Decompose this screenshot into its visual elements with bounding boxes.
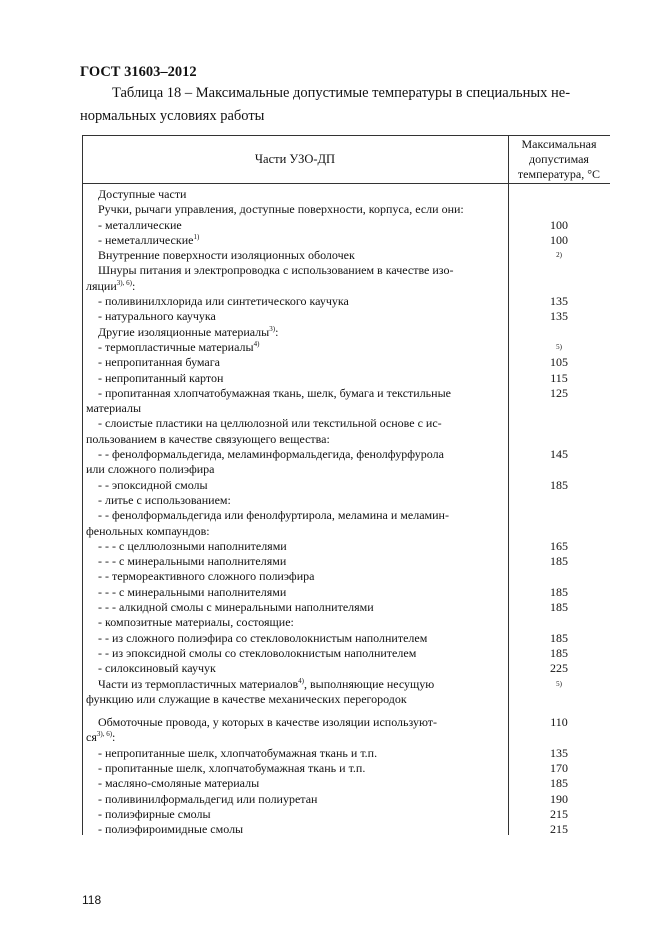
description-line: - - - с минеральными наполнителями [98,554,287,569]
row-description [82,776,508,791]
description-line: - слоистые пластики на целлюлозной или текстильной основе с ис- [98,416,442,431]
temperature-value: 115 [550,370,568,385]
footnote-ref: 1) [193,232,200,241]
table-row [82,792,610,807]
header-temperature-line: допустимая [529,152,589,166]
temperature-value: 135 [550,309,568,324]
description-line: материалы [86,401,142,416]
description-line: - - фенолформальдегида, меламинформальдегида, фенолфурфурола [98,447,444,462]
table-row [82,187,610,202]
footnote-ref: 4) [298,676,304,685]
temperature-table [82,135,610,835]
document-code: ГОСТ 31603–2012 [80,64,197,80]
row-description [82,187,508,202]
row-description [82,569,508,584]
row-description [82,325,508,340]
row-temperature [508,263,610,294]
description-line: Шнуры питания и электропроводка с использованием в качестве изо- [98,263,454,278]
temperature-value: 105 [550,355,568,370]
table-row [82,539,610,554]
row-temperature [508,661,610,676]
row-description [82,248,508,263]
table-row [82,677,610,708]
description-line: - пропитанные шелк, хлопчатобумажная ткань и т.п. [98,760,366,775]
header-temperature-line: температура, °С [517,167,601,181]
table-row [82,585,610,600]
description-line: Доступные части [98,187,187,201]
header-parts-cell [82,135,508,183]
temperature-value: 185 [550,600,568,615]
row-temperature [508,202,610,217]
temperature-value: 170 [550,760,568,775]
description-line: - - - с минеральными наполнителями [98,584,287,599]
row-description [82,355,508,370]
footnote-note: 5) [556,679,562,688]
table-row [82,646,610,661]
footnote-ref: 3), 6) [96,730,113,739]
row-temperature [508,493,610,508]
row-temperature [508,355,610,370]
row-temperature [508,569,610,584]
table-row [82,263,610,294]
table-row [82,371,610,386]
row-temperature [508,600,610,615]
row-temperature [508,585,610,600]
description-line: - натурального каучука [98,309,216,324]
row-temperature [508,746,610,761]
row-description [82,585,508,600]
description-line: - поливинилхлорида или синтетического каучука [98,294,349,309]
temperature-value: 215 [550,822,568,837]
row-description [82,539,508,554]
row-description [82,600,508,615]
row-temperature [508,447,610,478]
row-description [82,294,508,309]
description-tail: , выполняющие несущую [303,676,435,691]
row-description [82,615,508,630]
description-line: или сложного полиэфира [86,462,215,477]
description-line: пользованием в качестве связующего вещества: [86,431,330,446]
description-line: - - эпоксидной смолы [98,477,208,492]
description-line: - - термореактивного сложного полиэфира [98,569,315,584]
description-line: - поливинилформальдегид или полиуретан [98,791,318,806]
row-temperature [508,776,610,791]
row-description [82,746,508,761]
temperature-value: 215 [550,806,568,821]
table-row [82,554,610,569]
row-description [82,416,508,447]
description-line-wrap [86,340,506,355]
header-temperature-cell [508,137,610,183]
description-line: - полиэфироимидные смолы [98,822,244,837]
description-line: - - - с целлюлозными наполнителями [98,538,287,553]
table-row [82,478,610,493]
row-temperature [508,187,610,202]
row-temperature [508,218,610,233]
header-temperature-line: Максимальная [521,137,597,151]
footnote-ref: 3), 6) [116,278,132,287]
table-row [82,309,610,324]
table-row [82,600,610,615]
table-caption-line1: Таблица 18 – Максимальные допустимые температуры в специальных не- [112,85,571,101]
table-row [82,355,610,370]
table-row [82,615,610,630]
temperature-value: 185 [550,584,568,599]
temperature-value: 185 [550,776,568,791]
table-row [82,761,610,776]
description-line: - непропитанная бумага [98,355,220,370]
temperature-value: 135 [550,745,568,760]
description-tail: : [131,278,136,293]
table-row [82,233,610,248]
row-description [82,661,508,676]
row-description [82,371,508,386]
temperature-value: 225 [550,661,568,676]
table-row [82,508,610,539]
table-row [82,386,610,417]
table-row [82,715,610,746]
description-line: - - фенолформальдегида или фенолфуртирола, меламина и меламин- [98,508,449,523]
temperature-value: 100 [550,217,568,232]
description-text: ляции [86,278,117,293]
row-description [82,631,508,646]
row-description [82,218,508,233]
description-text: Части из термопластичных материалов [98,676,299,691]
temperature-value: 165 [550,538,568,553]
page-number: 118 [82,893,102,907]
row-temperature [508,325,610,340]
row-description [82,508,508,539]
row-description [82,263,508,294]
description-line: - силоксиновый каучук [98,661,216,676]
row-temperature [508,233,610,248]
description-line: - композитные материалы, состоящие: [98,615,294,630]
table-row [82,202,610,217]
table-body [82,187,610,837]
description-line: - пропитанная хлопчатобумажная ткань, шелк, бумага и текстильные [98,385,451,400]
table-row [82,447,610,478]
row-temperature [508,539,610,554]
description-line-wrap [86,233,506,248]
table-row [82,325,610,340]
row-temperature [508,340,610,355]
table-row [82,822,610,837]
description-line-wrap [86,325,506,340]
row-description [82,715,508,746]
description-line: Внутренние поверхности изоляционных оболочек [98,248,355,263]
row-temperature [508,478,610,493]
row-temperature [508,792,610,807]
row-description [82,792,508,807]
row-temperature [508,631,610,646]
footnote-ref: 4) [253,339,260,348]
description-text: Другие изоляционные материалы [98,324,270,339]
description-line: - - из эпоксидной смолы со стекловолокнистым наполнителем [98,645,417,660]
temperature-value: 125 [550,385,568,400]
temperature-value: 100 [550,232,568,247]
description-text: - неметаллические [98,232,194,247]
table-row [82,416,610,447]
table-row [82,493,610,508]
row-description [82,761,508,776]
description-line: Обмоточные провода, у которых в качестве изоляции используют- [98,715,438,730]
row-description [82,233,508,248]
description-text: ся [86,730,97,745]
table-row [82,248,610,263]
table-row [82,807,610,822]
description-line-wrap [86,730,506,745]
description-line: - металлические [98,217,182,232]
description-line: - литье с использованием: [98,492,231,507]
temperature-value: 185 [550,630,568,645]
temperature-value: 190 [550,791,568,806]
footnote-ref: 3) [269,324,276,333]
description-line: - - из сложного полиэфира со стекловолокнистым наполнителем [98,630,428,645]
row-temperature [508,822,610,837]
description-line: - полиэфирные смолы [98,806,211,821]
description-line-wrap [86,279,506,294]
description-line: Ручки, рычаги управления, доступные поверхности, корпуса, если они: [98,202,464,217]
row-description [82,822,508,837]
description-line: - - - алкидной смолы с минеральными наполнителями [98,600,374,615]
row-temperature [508,386,610,417]
description-text: - термопластичные материалы [98,339,254,354]
row-temperature [508,554,610,569]
description-line: фенольных компаундов: [86,523,210,538]
temperature-value: 135 [550,294,568,309]
footnote-note: 2) [556,251,562,260]
description-line-wrap [86,677,506,692]
table-row [82,746,610,761]
row-description [82,202,508,217]
row-description [82,309,508,324]
table-row [82,294,610,309]
row-description [82,340,508,355]
row-description [82,478,508,493]
temperature-value: 185 [550,477,568,492]
temperature-value: 185 [550,554,568,569]
row-temperature [508,294,610,309]
header-parts-label: Части УЗО-ДП [254,151,336,166]
row-description [82,646,508,661]
row-temperature [508,371,610,386]
table-caption-line2: нормальных условиях работы [80,108,265,124]
row-description [82,447,508,478]
row-temperature [508,248,610,263]
row-temperature [508,807,610,822]
row-temperature [508,715,610,746]
description-tail: : [112,730,116,745]
row-description [82,677,508,708]
description-line: - непропитанный картон [98,370,224,385]
row-temperature [508,677,610,708]
table-row [82,218,610,233]
row-description [82,807,508,822]
footnote-note: 5) [556,342,562,351]
description-line: функцию или служащие в качестве механических перегородок [86,691,407,706]
temperature-value: 185 [550,645,568,660]
table-row [82,569,610,584]
table-row [82,661,610,676]
table-row [82,631,610,646]
table-row [82,340,610,355]
row-temperature [508,646,610,661]
row-temperature [508,309,610,324]
temperature-value: 145 [550,447,568,462]
description-line: - непропитанные шелк, хлопчатобумажная ткань и т.п. [98,745,378,760]
row-temperature [508,615,610,630]
row-temperature [508,416,610,447]
row-description [82,554,508,569]
description-line: - масляно-смоляные материалы [98,776,260,791]
row-temperature [508,761,610,776]
row-temperature [508,508,610,539]
header-bottom-border [82,183,610,184]
row-description [82,386,508,417]
description-tail: : [275,324,279,339]
table-row [82,776,610,791]
temperature-value: 110 [550,715,568,730]
row-description [82,493,508,508]
